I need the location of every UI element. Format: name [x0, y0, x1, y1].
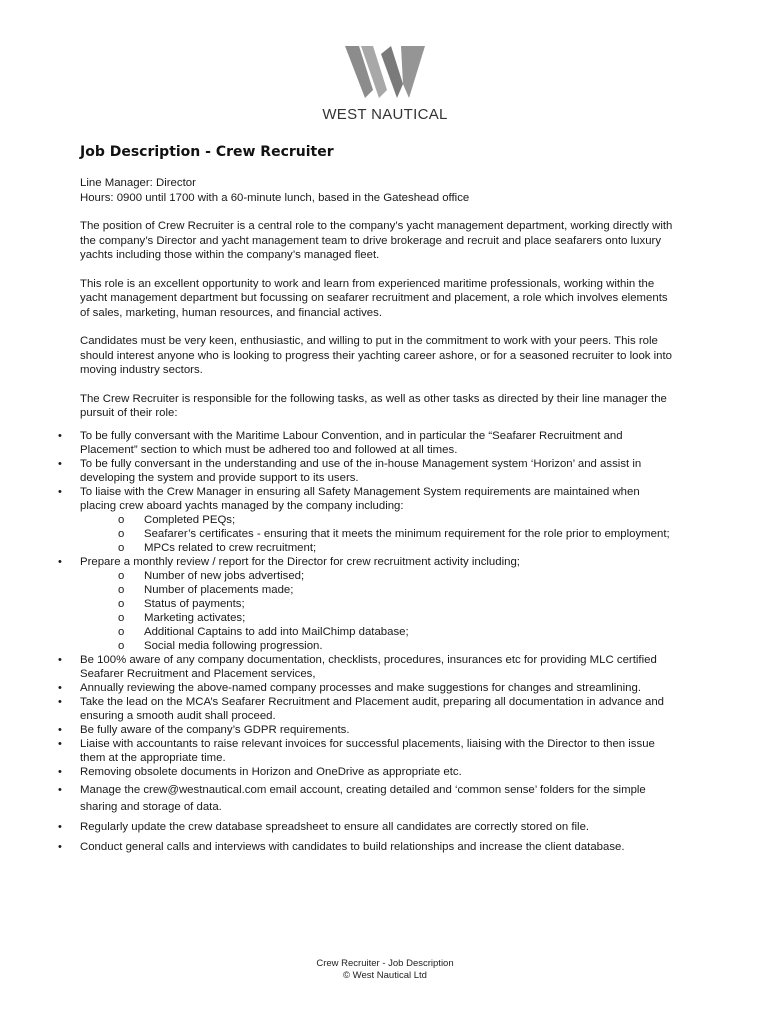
- company-logo: [300, 44, 470, 123]
- list-item: • To liaise with the Crew Manager in ensuring all Safety Management System requirements are maintained when placing crew aboard yachts managed by the company including: o Completed PEQs; o Seafarer’s certificates - ensuring that it meets the minimum requirement for the role prior to employment; o MPCs related to crew recruitment;: [80, 485, 678, 555]
- sub-list-item: o Marketing activates;: [118, 611, 246, 624]
- hours: Hours: 0900 until 1700 with a 60-minute lunch, based in the Gateshead office: [80, 191, 470, 204]
- west-nautical-w-logo-icon: [343, 44, 427, 100]
- line-manager: Line Manager: Director: [80, 177, 196, 189]
- list-item: • Annually reviewing the above-named company processes and make suggestions for changes and streamlining.: [58, 681, 641, 694]
- sub-list: [80, 569, 678, 653]
- sub-list-item: o Number of new jobs advertised;: [118, 569, 305, 582]
- bullet-icon: •: [58, 457, 62, 470]
- list-item: • Prepare a monthly review / report for the Director for crew recruitment activity including; o Number of new jobs advertised; o Number of placements made; o Status of payments; o Marketing activates; o Additional Captains to add into MailChimp database; o Social media following progression.: [80, 555, 678, 653]
- circle-bullet-icon: o: [118, 639, 125, 652]
- list-item: • Liaise with accountants to raise relevant invoices for successful placements, liaising with the Director to then issue them at the appropriate time.: [58, 737, 655, 764]
- list-item: • Manage the crew@westnautical.com email account, creating detailed and ‘common sense’ folders for the simple sharing and storage of data.: [58, 783, 646, 813]
- sub-list-item: o Additional Captains to add into MailChimp database;: [118, 625, 409, 638]
- circle-bullet-icon: o: [118, 513, 125, 526]
- bullet-icon: •: [58, 765, 62, 778]
- list-item: • To be fully conversant in the understanding and use of the in-house Management system ‘Horizon’ and assist in developing the system and provide support to its users.: [58, 457, 642, 484]
- bullet-icon: •: [58, 783, 62, 796]
- paragraph: The position of Crew Recruiter is a central role to the company’s yacht management department, working directly with the company’s Director and yacht management team to drive brokerage and recruit and place seafarers onto luxury yachts including those within the company’s managed fleet.: [80, 220, 673, 261]
- bullet-icon: •: [58, 737, 62, 750]
- bullet-icon: •: [58, 681, 62, 694]
- paragraph: This role is an excellent opportunity to work and learn from experienced maritime professionals, working within the yacht management department but focussing on seafarer recruitment and placement, a role which involves elements of sales, marketing, human resources, and financial actives.: [80, 277, 668, 319]
- sub-list: [80, 513, 678, 555]
- bullet-icon: •: [58, 653, 62, 666]
- page-title: Job Description - Crew Recruiter: [80, 144, 334, 160]
- job-meta: [80, 176, 678, 205]
- paragraph: The Crew Recruiter is responsible for the following tasks, as well as other tasks as directed by their line manager the pursuit of their role:: [80, 392, 667, 419]
- bullet-icon: •: [58, 723, 62, 736]
- bullet-icon: •: [58, 820, 62, 833]
- document-body: [58, 144, 678, 856]
- sub-list-item: o Completed PEQs;: [118, 513, 236, 526]
- footer-title: Crew Recruiter - Job Description: [316, 958, 454, 969]
- list-item: • Conduct general calls and interviews with candidates to build relationships and increase the client database.: [80, 839, 678, 856]
- circle-bullet-icon: o: [118, 527, 125, 540]
- bullet-icon: •: [58, 485, 62, 498]
- logo-wordmark: WEST NAUTICAL: [322, 106, 448, 123]
- list-item: • Be 100% aware of any company documentation, checklists, procedures, insurances etc for providing MLC certified Seafarer Recruitment and Placement services,: [58, 653, 657, 680]
- circle-bullet-icon: o: [118, 541, 125, 554]
- sub-list-item: o Status of payments;: [118, 597, 245, 610]
- sub-list-item: o Seafarer’s certificates - ensuring that it meets the minimum requirement for the role prior to employment;: [118, 527, 670, 540]
- bullet-icon: •: [58, 695, 62, 708]
- list-item: • To be fully conversant with the Maritime Labour Convention, and in particular the “Seafarer Recruitment and Placement” section to which must be adhered too and followed at all times.: [58, 429, 623, 456]
- list-item: • Regularly update the crew database spreadsheet to ensure all candidates are correctly stored on file.: [80, 819, 678, 836]
- task-list: [58, 429, 678, 856]
- sub-list-item: o Social media following progression.: [118, 639, 323, 652]
- page-footer: [0, 958, 770, 982]
- bullet-icon: •: [58, 840, 62, 853]
- circle-bullet-icon: o: [118, 569, 125, 582]
- paragraph: Candidates must be very keen, enthusiastic, and willing to put in the commitment to work with your peers. This role should interest anyone who is looking to progress their yachting career ashore, or for a seasoned recruiter to look into moving industry sectors.: [80, 335, 673, 376]
- list-item: • Take the lead on the MCA’s Seafarer Recruitment and Placement audit, preparing all documentation in advance and ensuring a smooth audit shall proceed.: [58, 695, 665, 722]
- sub-list-item: o Number of placements made;: [118, 583, 294, 596]
- circle-bullet-icon: o: [118, 625, 125, 638]
- footer-copyright: © West Nautical Ltd: [343, 970, 427, 981]
- circle-bullet-icon: o: [118, 611, 125, 624]
- list-item: • Be fully aware of the company’s GDPR requirements.: [58, 723, 350, 736]
- sub-list-item: o MPCs related to crew recruitment;: [118, 541, 317, 554]
- circle-bullet-icon: o: [118, 583, 125, 596]
- list-item: • Removing obsolete documents in Horizon and OneDrive as appropriate etc.: [58, 765, 462, 778]
- bullet-icon: •: [58, 429, 62, 442]
- bullet-icon: •: [58, 555, 62, 568]
- circle-bullet-icon: o: [118, 597, 125, 610]
